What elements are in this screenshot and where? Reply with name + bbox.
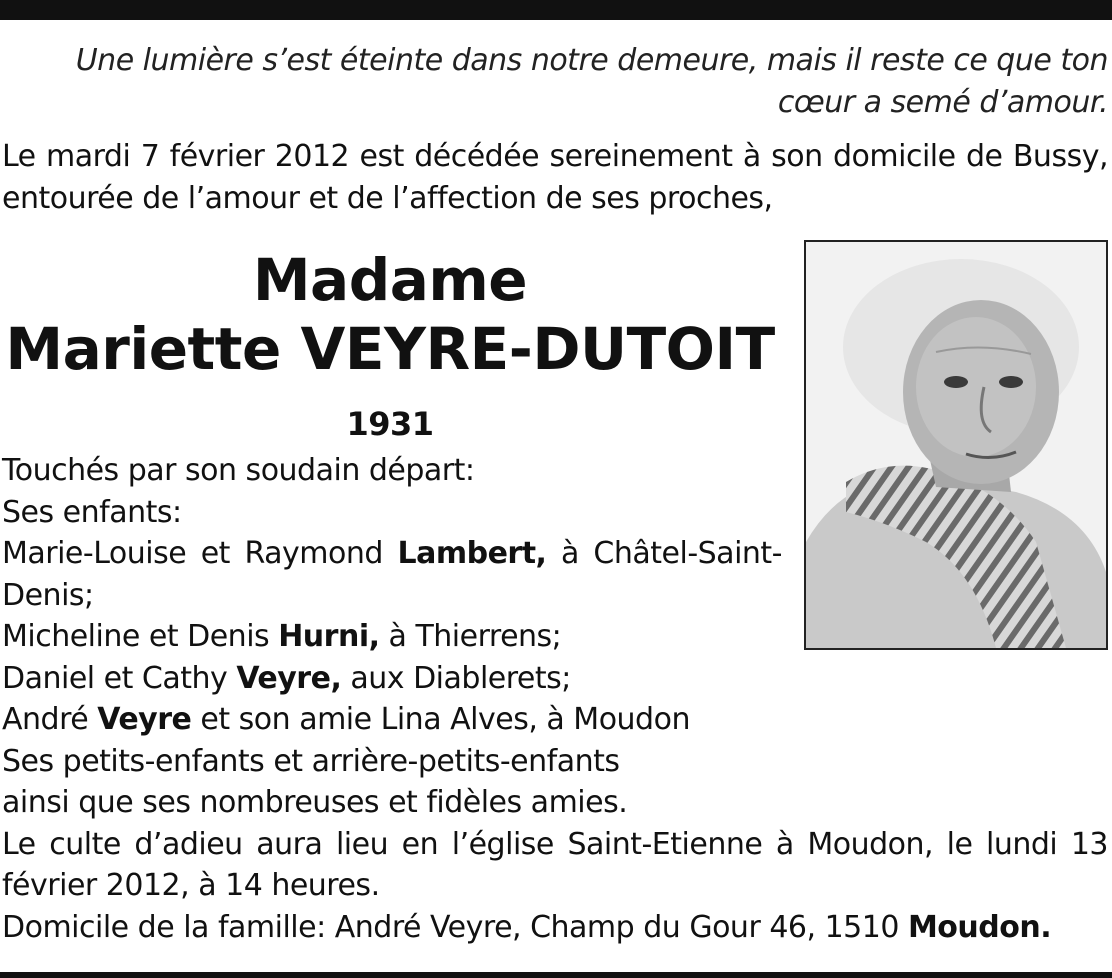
family-home-line: Domicile de la famille: André Veyre, Champ du Gour 46, 1510 Moudon.	[2, 909, 1052, 945]
children-heading: Ses enfants:	[2, 494, 182, 530]
top-rule	[0, 0, 1112, 20]
epigraph-quote: Une lumière s’est éteinte dans notre demeure, mais il reste ce que ton cœur a semé d’amour.	[75, 43, 1108, 120]
deceased-name-block	[0, 240, 780, 444]
friends-line: ainsi que ses nombreuses et fidèles amies.	[2, 785, 628, 820]
birth-year: 1931	[346, 405, 434, 443]
mourner-line: Micheline et Denis Hurni, à Thierrens;	[2, 619, 562, 654]
mourner-surname: Lambert,	[397, 536, 547, 571]
deceased-name: Mariette VEYRE-DUTOIT	[5, 315, 775, 383]
grandchildren-line: Ses petits-enfants et arrière-petits-enfants	[2, 743, 620, 779]
honorific: Madame	[252, 246, 528, 314]
mourner-line: André Veyre et son amie Lina Alves, à Moudon	[2, 702, 690, 737]
mourner-surname: Veyre,	[236, 660, 342, 696]
mourner-surname: Hurni,	[278, 619, 380, 654]
mourner-surname: Veyre	[97, 702, 192, 737]
family-home-town: Moudon.	[907, 909, 1052, 945]
mourner-line: Daniel et Cathy Veyre, aux Diablerets;	[2, 660, 571, 696]
death-announcement-intro: Le mardi 7 février 2012 est décédée sereinement à son domicile de Bussy, entourée de l’amour et de l’affection de ses proches,	[2, 139, 1108, 216]
bottom-rule	[0, 972, 1112, 978]
mourners-heading: Touchés par son soudain départ:	[2, 453, 475, 488]
ceremony-details: Le culte d’adieu aura lieu en l’église Saint-Etienne à Moudon, le lundi 13 février 2012, à 14 heures.	[2, 826, 1108, 903]
announcement-body	[2, 450, 1108, 948]
mourner-line: Marie-Louise et Raymond Lambert, à Châtel-Saint-Denis;	[2, 536, 783, 613]
